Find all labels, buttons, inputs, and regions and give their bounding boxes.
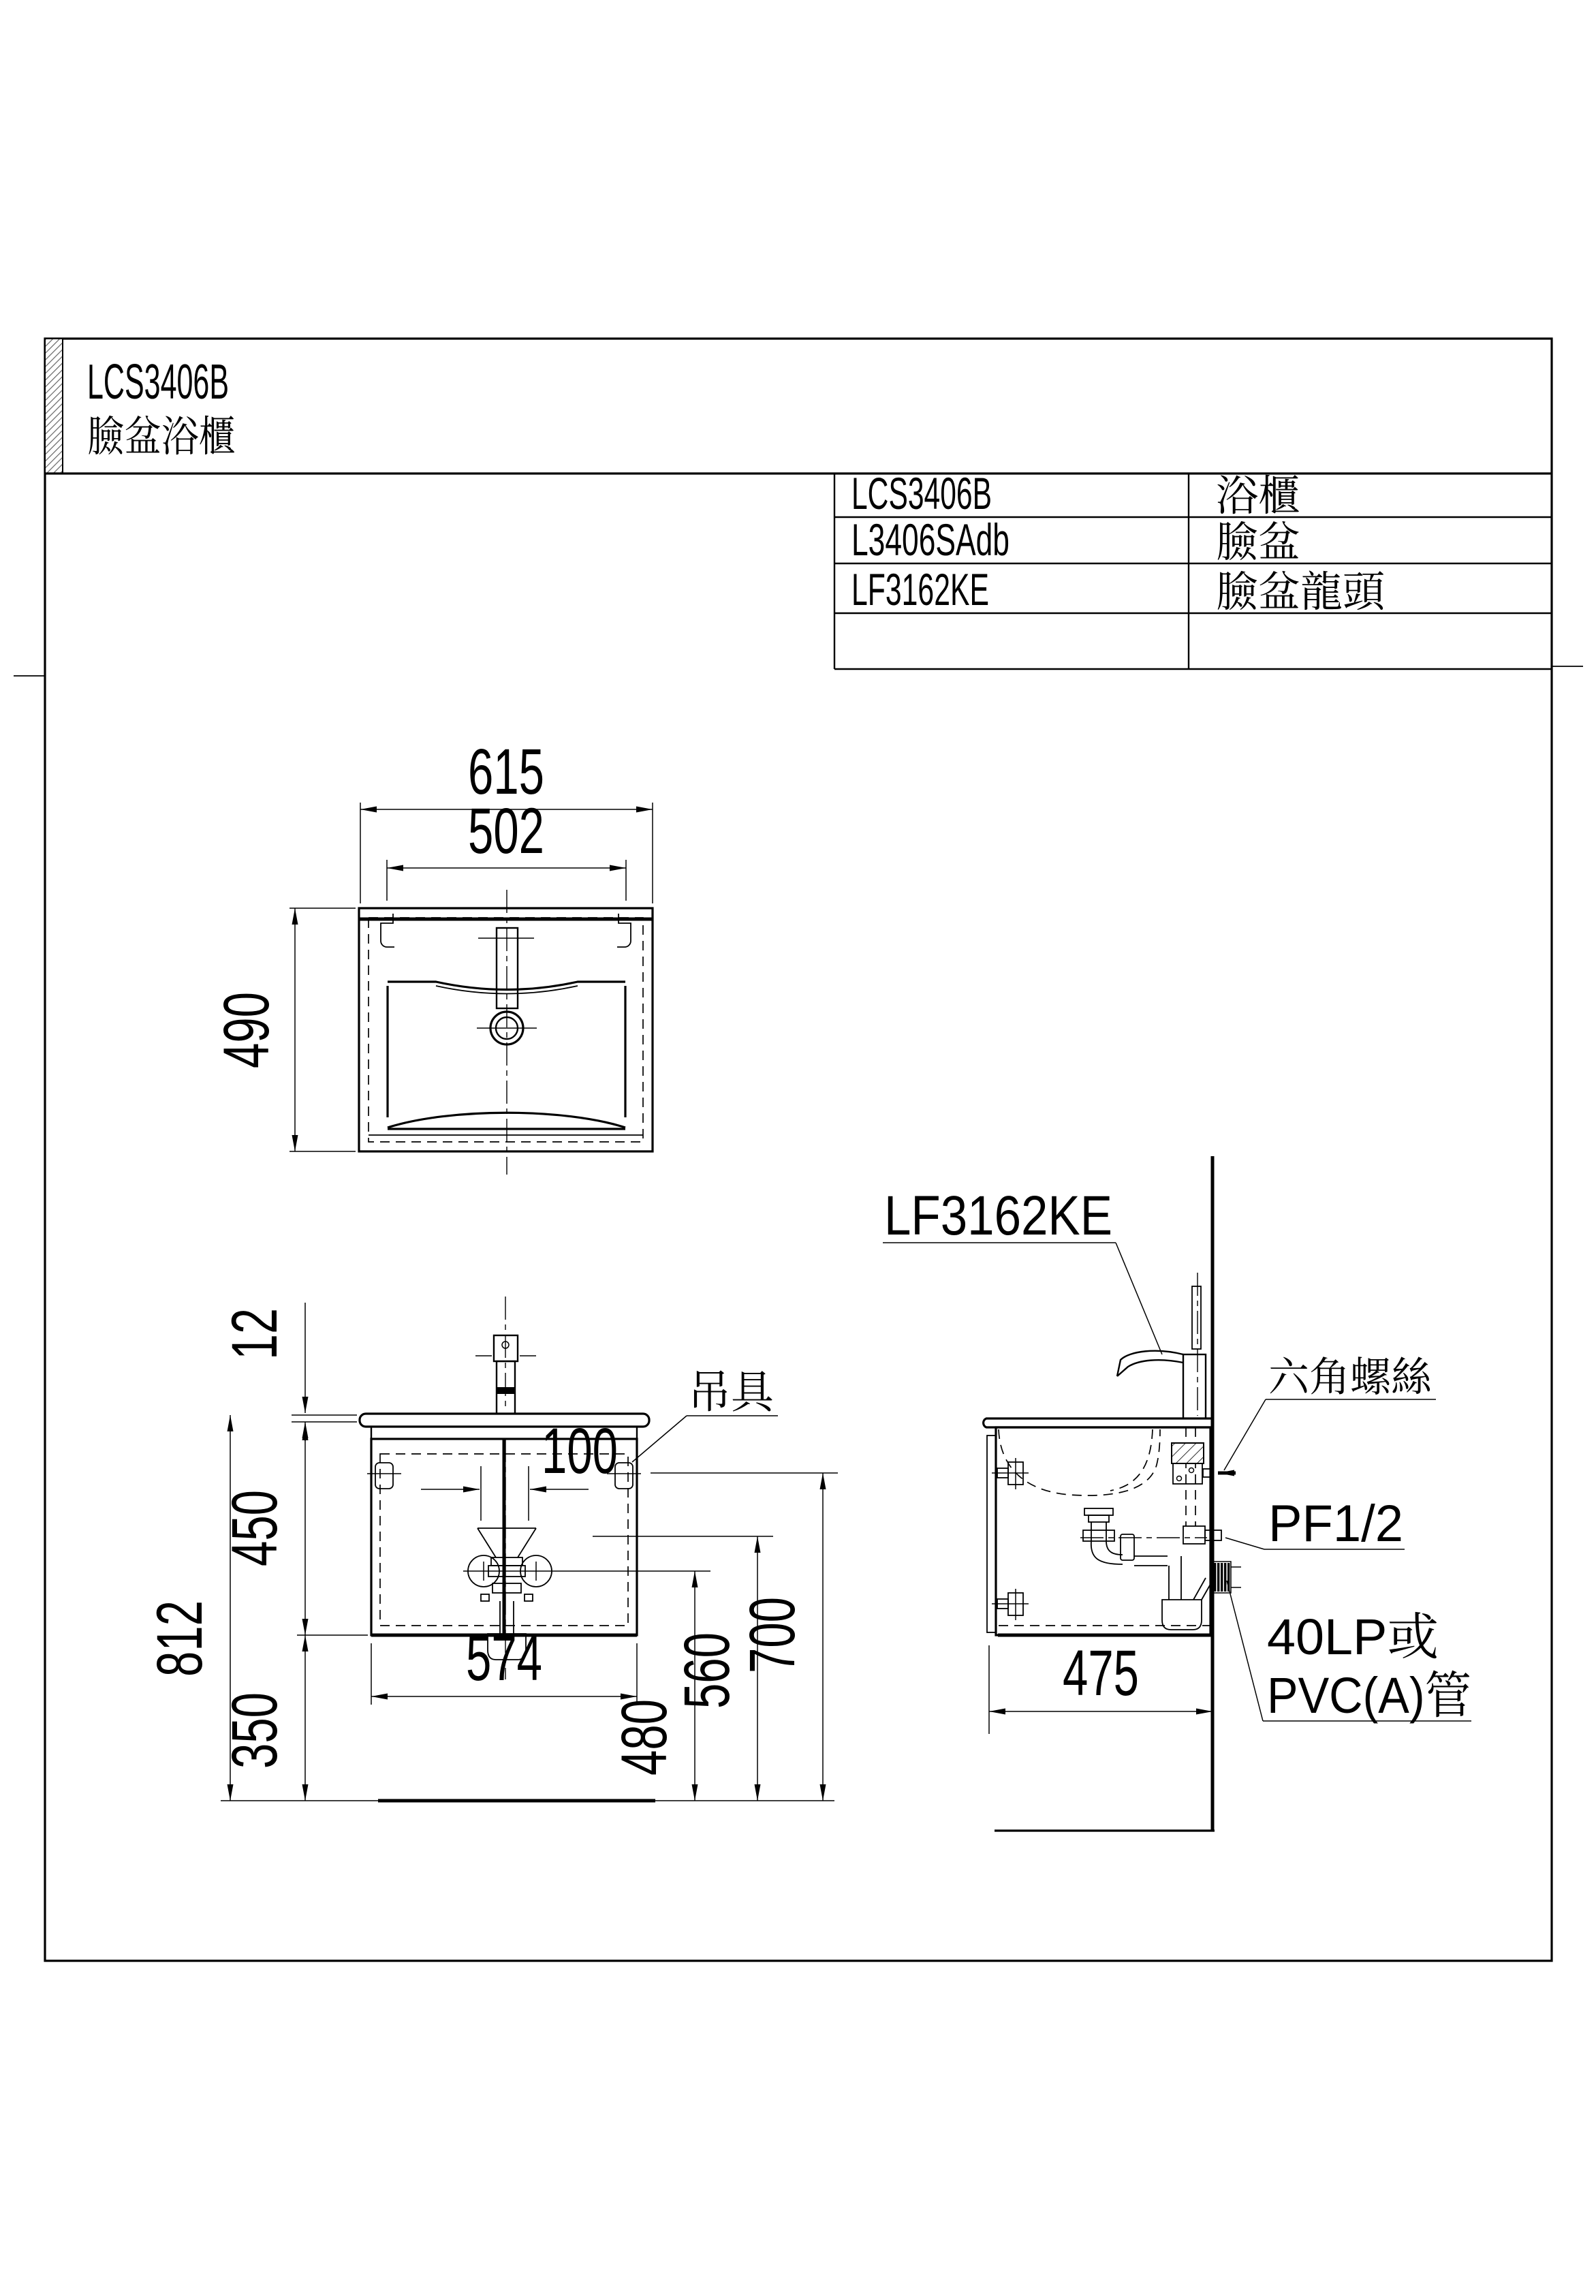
side-hinge-bottom xyxy=(992,1589,1029,1620)
parts-table xyxy=(834,468,1552,669)
drain-pipe-leader xyxy=(1227,1581,1263,1721)
dim502-text: 502 xyxy=(468,795,544,867)
hanger-bracket-left xyxy=(375,1463,393,1489)
title-product: 臉盆浴櫃 xyxy=(87,414,236,461)
table-cell-code-2: LF3162KE xyxy=(851,564,989,615)
table-cell-name-1: 臉盆 xyxy=(1216,519,1301,566)
hidden-cabinet-outline xyxy=(369,918,643,1142)
supply-thread-label: PF1/2 xyxy=(1268,1495,1403,1553)
side-faucet-handle xyxy=(1192,1286,1201,1349)
table-cell-name-2: 臉盆龍頭 xyxy=(1216,569,1386,616)
faucet-model-label: LF3162KE xyxy=(884,1185,1112,1247)
dim574-text: 574 xyxy=(466,1622,542,1694)
table-cell-code-0: LCS3406B xyxy=(851,468,992,518)
side-view xyxy=(883,1156,1471,1831)
mounting-block xyxy=(1172,1443,1204,1463)
drain-pipe-label-2: PVC(A)管 xyxy=(1267,1667,1471,1724)
hanger-label: 吊具 xyxy=(688,1367,776,1417)
dim475-text: 475 xyxy=(1063,1637,1139,1709)
top-view xyxy=(210,736,653,1175)
hex-screw-leader xyxy=(1224,1399,1266,1470)
dim812-text: 812 xyxy=(144,1568,216,1677)
title-hatch-bar xyxy=(45,339,63,474)
angle-valve xyxy=(1183,1526,1205,1544)
dim12-text: 12 xyxy=(219,1288,291,1360)
dim100-text: 100 xyxy=(542,1415,618,1487)
faucet-label-leader xyxy=(1116,1243,1162,1354)
drain-wall-stub xyxy=(1212,1562,1241,1593)
bracket-hole-1 xyxy=(1177,1476,1182,1481)
title-model: LCS3406B xyxy=(87,355,229,409)
table-cell-code-1: L3406SAdb xyxy=(851,514,1010,565)
faucet-band xyxy=(497,1387,515,1394)
mounting-bracket xyxy=(1173,1463,1202,1484)
supply-thread-leader xyxy=(1225,1538,1264,1549)
dim480-text: 480 xyxy=(608,1667,680,1775)
hidden-basin-overflow xyxy=(1110,1429,1153,1491)
drain-funnel xyxy=(478,1528,536,1557)
dim450-text: 450 xyxy=(219,1458,291,1566)
drain-tab-left xyxy=(481,1594,489,1601)
table-cell-name-0: 浴櫃 xyxy=(1216,473,1301,520)
dim350-text: 350 xyxy=(219,1660,291,1769)
side-door-edge xyxy=(987,1436,996,1632)
side-faucet-body xyxy=(1183,1354,1206,1418)
drain-pipe-label-1: 40LP或 xyxy=(1267,1609,1439,1665)
bracket-hole-2 xyxy=(1189,1468,1194,1473)
dim615-text: 615 xyxy=(468,736,544,808)
side-counter xyxy=(984,1418,1212,1427)
dim560-text: 560 xyxy=(671,1600,743,1709)
hex-screw-label: 六角螺絲 xyxy=(1268,1354,1433,1400)
dim490-text: 490 xyxy=(210,960,283,1068)
top-view-outline xyxy=(359,908,653,1151)
side-hinge-top xyxy=(992,1458,1029,1489)
title-block xyxy=(87,355,236,461)
hanger-label-leader xyxy=(632,1416,687,1462)
drain-tab-right xyxy=(525,1594,533,1601)
front-view xyxy=(144,1288,838,1801)
dim700-text: 700 xyxy=(736,1565,809,1673)
side-faucet-spout xyxy=(1117,1351,1183,1376)
drain-ring-3 xyxy=(492,1583,521,1593)
